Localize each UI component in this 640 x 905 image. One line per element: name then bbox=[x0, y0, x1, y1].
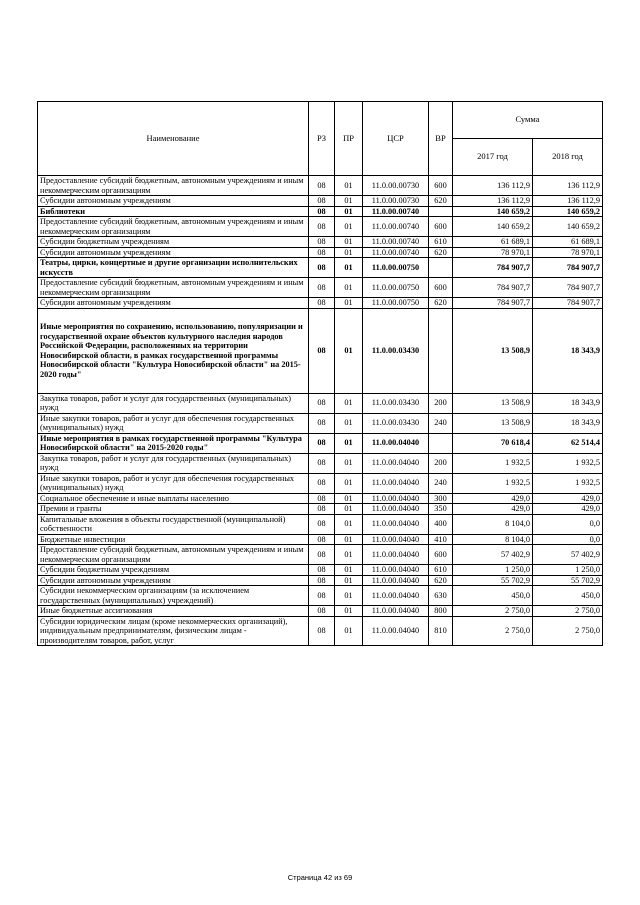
row-vr bbox=[429, 433, 453, 453]
row-sum-2018: 61 689,1 bbox=[533, 237, 603, 248]
row-csr: 11.0.00.04040 bbox=[363, 586, 429, 606]
row-rz: 08 bbox=[309, 514, 335, 534]
table-row bbox=[38, 453, 603, 473]
row-sum-2018: 55 702,9 bbox=[533, 575, 603, 586]
row-vr: 810 bbox=[429, 616, 453, 646]
row-name: Предоставление субсидий бюджетным, автономным учреждениям и иным некоммерческим организациям bbox=[38, 176, 309, 196]
row-vr: 610 bbox=[429, 237, 453, 248]
budget-table bbox=[37, 101, 603, 646]
table-row bbox=[38, 586, 603, 606]
row-rz: 08 bbox=[309, 453, 335, 473]
row-sum-2018: 62 514,4 bbox=[533, 433, 603, 453]
row-sum-2018: 784 907,7 bbox=[533, 258, 603, 278]
row-csr: 11.0.00.04040 bbox=[363, 473, 429, 493]
row-rz: 08 bbox=[309, 196, 335, 207]
table-row bbox=[38, 504, 603, 515]
row-name: Субсидии автономным учреждениям bbox=[38, 575, 309, 586]
row-vr bbox=[429, 308, 453, 393]
row-sum-2018: 429,0 bbox=[533, 504, 603, 515]
row-name: Иные мероприятия в рамках государственной программы "Культура Новосибирской области" на 2015-2020 годы" bbox=[38, 433, 309, 453]
row-pr: 01 bbox=[335, 196, 363, 207]
row-sum-2018: 18 343,9 bbox=[533, 413, 603, 433]
row-rz: 08 bbox=[309, 565, 335, 576]
row-rz: 08 bbox=[309, 217, 335, 237]
header-year-2017: 2017 год bbox=[453, 139, 533, 176]
row-pr: 01 bbox=[335, 413, 363, 433]
row-sum-2018: 18 343,9 bbox=[533, 393, 603, 413]
row-sum-2017: 13 508,9 bbox=[453, 413, 533, 433]
header-year-2018: 2018 год bbox=[533, 139, 603, 176]
row-sum-2017: 450,0 bbox=[453, 586, 533, 606]
row-vr: 400 bbox=[429, 514, 453, 534]
row-csr: 11.0.00.04040 bbox=[363, 514, 429, 534]
row-rz: 08 bbox=[309, 206, 335, 217]
row-name: Субсидии автономным учреждениям bbox=[38, 298, 309, 309]
row-csr: 11.0.00.04040 bbox=[363, 433, 429, 453]
row-vr: 300 bbox=[429, 493, 453, 504]
row-pr: 01 bbox=[335, 473, 363, 493]
row-sum-2018: 450,0 bbox=[533, 586, 603, 606]
row-name: Библиотеки bbox=[38, 206, 309, 217]
row-rz: 08 bbox=[309, 586, 335, 606]
row-sum-2018: 784 907,7 bbox=[533, 278, 603, 298]
row-sum-2018: 1 932,5 bbox=[533, 453, 603, 473]
row-vr: 600 bbox=[429, 217, 453, 237]
row-pr: 01 bbox=[335, 453, 363, 473]
row-name: Театры, цирки, концертные и другие организации исполнительских искусств bbox=[38, 258, 309, 278]
row-pr: 01 bbox=[335, 565, 363, 576]
row-csr: 11.0.00.04040 bbox=[363, 493, 429, 504]
table-row bbox=[38, 433, 603, 453]
row-sum-2018: 1 250,0 bbox=[533, 565, 603, 576]
row-rz: 08 bbox=[309, 534, 335, 545]
row-sum-2017: 2 750,0 bbox=[453, 616, 533, 646]
table-body bbox=[38, 176, 603, 646]
row-vr: 620 bbox=[429, 247, 453, 258]
row-sum-2017: 1 250,0 bbox=[453, 565, 533, 576]
table-row bbox=[38, 247, 603, 258]
row-pr: 01 bbox=[335, 575, 363, 586]
row-vr: 600 bbox=[429, 278, 453, 298]
row-csr: 11.0.00.03430 bbox=[363, 413, 429, 433]
row-name: Предоставление субсидий бюджетным, автономным учреждениям и иным некоммерческим организациям bbox=[38, 217, 309, 237]
row-pr: 01 bbox=[335, 545, 363, 565]
row-rz: 08 bbox=[309, 473, 335, 493]
row-vr bbox=[429, 206, 453, 217]
table-row bbox=[38, 545, 603, 565]
row-pr: 01 bbox=[335, 534, 363, 545]
table-row bbox=[38, 258, 603, 278]
header-csr: ЦСР bbox=[363, 102, 429, 176]
table-row bbox=[38, 298, 603, 309]
row-rz: 08 bbox=[309, 393, 335, 413]
row-rz: 08 bbox=[309, 278, 335, 298]
row-sum-2018: 429,0 bbox=[533, 493, 603, 504]
row-csr: 11.0.00.00730 bbox=[363, 176, 429, 196]
row-rz: 08 bbox=[309, 247, 335, 258]
row-vr bbox=[429, 258, 453, 278]
row-rz: 08 bbox=[309, 493, 335, 504]
row-csr: 11.0.00.04040 bbox=[363, 534, 429, 545]
row-csr: 11.0.00.00740 bbox=[363, 217, 429, 237]
row-sum-2017: 784 907,7 bbox=[453, 258, 533, 278]
row-name: Предоставление субсидий бюджетным, автономным учреждениям и иным некоммерческим организациям bbox=[38, 278, 309, 298]
row-csr: 11.0.00.00750 bbox=[363, 278, 429, 298]
row-sum-2017: 140 659,2 bbox=[453, 217, 533, 237]
row-vr: 800 bbox=[429, 606, 453, 617]
row-name: Субсидии бюджетным учреждениям bbox=[38, 565, 309, 576]
row-name: Субсидии автономным учреждениям bbox=[38, 196, 309, 207]
row-pr: 01 bbox=[335, 258, 363, 278]
row-pr: 01 bbox=[335, 298, 363, 309]
row-pr: 01 bbox=[335, 493, 363, 504]
row-sum-2017: 70 618,4 bbox=[453, 433, 533, 453]
row-vr: 240 bbox=[429, 473, 453, 493]
row-sum-2017: 13 508,9 bbox=[453, 393, 533, 413]
row-sum-2017: 429,0 bbox=[453, 493, 533, 504]
row-name: Капитальные вложения в объекты государственной (муниципальной) собственности bbox=[38, 514, 309, 534]
row-pr: 01 bbox=[335, 206, 363, 217]
row-sum-2018: 136 112,9 bbox=[533, 196, 603, 207]
row-pr: 01 bbox=[335, 586, 363, 606]
row-pr: 01 bbox=[335, 514, 363, 534]
row-sum-2017: 8 104,0 bbox=[453, 514, 533, 534]
table-row bbox=[38, 575, 603, 586]
row-vr: 610 bbox=[429, 565, 453, 576]
row-csr: 11.0.00.04040 bbox=[363, 616, 429, 646]
row-sum-2018: 18 343,9 bbox=[533, 308, 603, 393]
table-row bbox=[38, 565, 603, 576]
row-rz: 08 bbox=[309, 545, 335, 565]
row-sum-2018: 1 932,5 bbox=[533, 473, 603, 493]
row-name: Социальное обеспечение и иные выплаты населению bbox=[38, 493, 309, 504]
row-sum-2017: 13 508,9 bbox=[453, 308, 533, 393]
row-rz: 08 bbox=[309, 616, 335, 646]
row-vr: 350 bbox=[429, 504, 453, 515]
row-sum-2017: 57 402,9 bbox=[453, 545, 533, 565]
row-sum-2017: 61 689,1 bbox=[453, 237, 533, 248]
table-row bbox=[38, 413, 603, 433]
row-sum-2017: 8 104,0 bbox=[453, 534, 533, 545]
row-csr: 11.0.00.04040 bbox=[363, 565, 429, 576]
table-row bbox=[38, 616, 603, 646]
row-name: Субсидии бюджетным учреждениям bbox=[38, 237, 309, 248]
row-sum-2017: 140 659,2 bbox=[453, 206, 533, 217]
row-sum-2017: 784 907,7 bbox=[453, 298, 533, 309]
row-rz: 08 bbox=[309, 237, 335, 248]
table-row bbox=[38, 493, 603, 504]
row-csr: 11.0.00.04040 bbox=[363, 545, 429, 565]
row-rz: 08 bbox=[309, 298, 335, 309]
row-pr: 01 bbox=[335, 308, 363, 393]
row-csr: 11.0.00.04040 bbox=[363, 606, 429, 617]
table-row bbox=[38, 393, 603, 413]
table-row bbox=[38, 196, 603, 207]
header-rz: РЗ bbox=[309, 102, 335, 176]
row-pr: 01 bbox=[335, 616, 363, 646]
row-name: Субсидии некоммерческим организациям (за исключением государственных (муниципальных) учреждений) bbox=[38, 586, 309, 606]
row-sum-2017: 2 750,0 bbox=[453, 606, 533, 617]
row-sum-2018: 78 970,1 bbox=[533, 247, 603, 258]
row-pr: 01 bbox=[335, 278, 363, 298]
row-sum-2018: 2 750,0 bbox=[533, 606, 603, 617]
row-name: Предоставление субсидий бюджетным, автономным учреждениям и иным некоммерческим организациям bbox=[38, 545, 309, 565]
row-rz: 08 bbox=[309, 413, 335, 433]
row-vr: 620 bbox=[429, 298, 453, 309]
table-row bbox=[38, 176, 603, 196]
row-name: Закупка товаров, работ и услуг для государственных (муниципальных) нужд bbox=[38, 393, 309, 413]
table-row bbox=[38, 473, 603, 493]
table-row bbox=[38, 606, 603, 617]
row-csr: 11.0.00.00740 bbox=[363, 247, 429, 258]
table-row bbox=[38, 206, 603, 217]
row-sum-2018: 140 659,2 bbox=[533, 217, 603, 237]
header-sum: Сумма bbox=[453, 102, 603, 139]
row-pr: 01 bbox=[335, 504, 363, 515]
row-csr: 11.0.00.00740 bbox=[363, 206, 429, 217]
row-sum-2018: 136 112,9 bbox=[533, 176, 603, 196]
row-rz: 08 bbox=[309, 504, 335, 515]
row-sum-2017: 136 112,9 bbox=[453, 176, 533, 196]
row-pr: 01 bbox=[335, 393, 363, 413]
page-footer: Страница 42 из 69 bbox=[287, 873, 353, 882]
row-pr: 01 bbox=[335, 433, 363, 453]
row-csr: 11.0.00.00750 bbox=[363, 298, 429, 309]
row-vr: 200 bbox=[429, 453, 453, 473]
header-vr: ВР bbox=[429, 102, 453, 176]
row-sum-2017: 784 907,7 bbox=[453, 278, 533, 298]
row-csr: 11.0.00.03430 bbox=[363, 393, 429, 413]
row-rz: 08 bbox=[309, 433, 335, 453]
row-name: Иные бюджетные ассигнования bbox=[38, 606, 309, 617]
row-sum-2017: 429,0 bbox=[453, 504, 533, 515]
table-header bbox=[38, 102, 603, 176]
row-rz: 08 bbox=[309, 606, 335, 617]
row-csr: 11.0.00.00740 bbox=[363, 237, 429, 248]
row-pr: 01 bbox=[335, 237, 363, 248]
table-row bbox=[38, 237, 603, 248]
row-name: Премии и гранты bbox=[38, 504, 309, 515]
table-row bbox=[38, 278, 603, 298]
row-name: Субсидии юридическим лицам (кроме некоммерческих организаций), индивидуальным предпринимателям, физическим лицам - производителям товаров, работ, услуг bbox=[38, 616, 309, 646]
row-sum-2017: 55 702,9 bbox=[453, 575, 533, 586]
row-sum-2017: 1 932,5 bbox=[453, 453, 533, 473]
row-pr: 01 bbox=[335, 176, 363, 196]
row-pr: 01 bbox=[335, 247, 363, 258]
row-rz: 08 bbox=[309, 308, 335, 393]
row-sum-2018: 140 659,2 bbox=[533, 206, 603, 217]
row-pr: 01 bbox=[335, 606, 363, 617]
row-csr: 11.0.00.00730 bbox=[363, 196, 429, 207]
table-row bbox=[38, 514, 603, 534]
row-pr: 01 bbox=[335, 217, 363, 237]
row-rz: 08 bbox=[309, 258, 335, 278]
row-sum-2018: 0,0 bbox=[533, 514, 603, 534]
row-name: Бюджетные инвестиции bbox=[38, 534, 309, 545]
row-name: Иные мероприятия по сохранению, использованию, популяризации и государственной охране объектов культурного наследия народов Российской Федерации, расположенных на территории Новосибирской области, в рамках государственной программы Новосибирской области "Культура Новосибирской области" на 2015-2020 годы" bbox=[38, 308, 309, 393]
table-row bbox=[38, 534, 603, 545]
row-name: Иные закупки товаров, работ и услуг для обеспечения государственных (муниципальных) нужд bbox=[38, 413, 309, 433]
row-rz: 08 bbox=[309, 176, 335, 196]
row-sum-2018: 784 907,7 bbox=[533, 298, 603, 309]
row-vr: 620 bbox=[429, 575, 453, 586]
row-rz: 08 bbox=[309, 575, 335, 586]
row-sum-2018: 2 750,0 bbox=[533, 616, 603, 646]
row-vr: 200 bbox=[429, 393, 453, 413]
row-sum-2018: 57 402,9 bbox=[533, 545, 603, 565]
row-name: Иные закупки товаров, работ и услуг для обеспечения государственных (муниципальных) нужд bbox=[38, 473, 309, 493]
row-sum-2018: 0,0 bbox=[533, 534, 603, 545]
row-vr: 630 bbox=[429, 586, 453, 606]
row-vr: 600 bbox=[429, 545, 453, 565]
row-vr: 240 bbox=[429, 413, 453, 433]
row-csr: 11.0.00.03430 bbox=[363, 308, 429, 393]
table-row bbox=[38, 217, 603, 237]
row-name: Закупка товаров, работ и услуг для государственных (муниципальных) нужд bbox=[38, 453, 309, 473]
row-name: Субсидии автономным учреждениям bbox=[38, 247, 309, 258]
row-vr: 600 bbox=[429, 176, 453, 196]
table-row bbox=[38, 308, 603, 393]
row-vr: 620 bbox=[429, 196, 453, 207]
header-pr: ПР bbox=[335, 102, 363, 176]
row-csr: 11.0.00.04040 bbox=[363, 575, 429, 586]
row-sum-2017: 136 112,9 bbox=[453, 196, 533, 207]
row-sum-2017: 1 932,5 bbox=[453, 473, 533, 493]
row-sum-2017: 78 970,1 bbox=[453, 247, 533, 258]
row-csr: 11.0.00.04040 bbox=[363, 453, 429, 473]
row-csr: 11.0.00.04040 bbox=[363, 504, 429, 515]
row-vr: 410 bbox=[429, 534, 453, 545]
header-name: Наименование bbox=[38, 102, 309, 176]
row-csr: 11.0.00.00750 bbox=[363, 258, 429, 278]
